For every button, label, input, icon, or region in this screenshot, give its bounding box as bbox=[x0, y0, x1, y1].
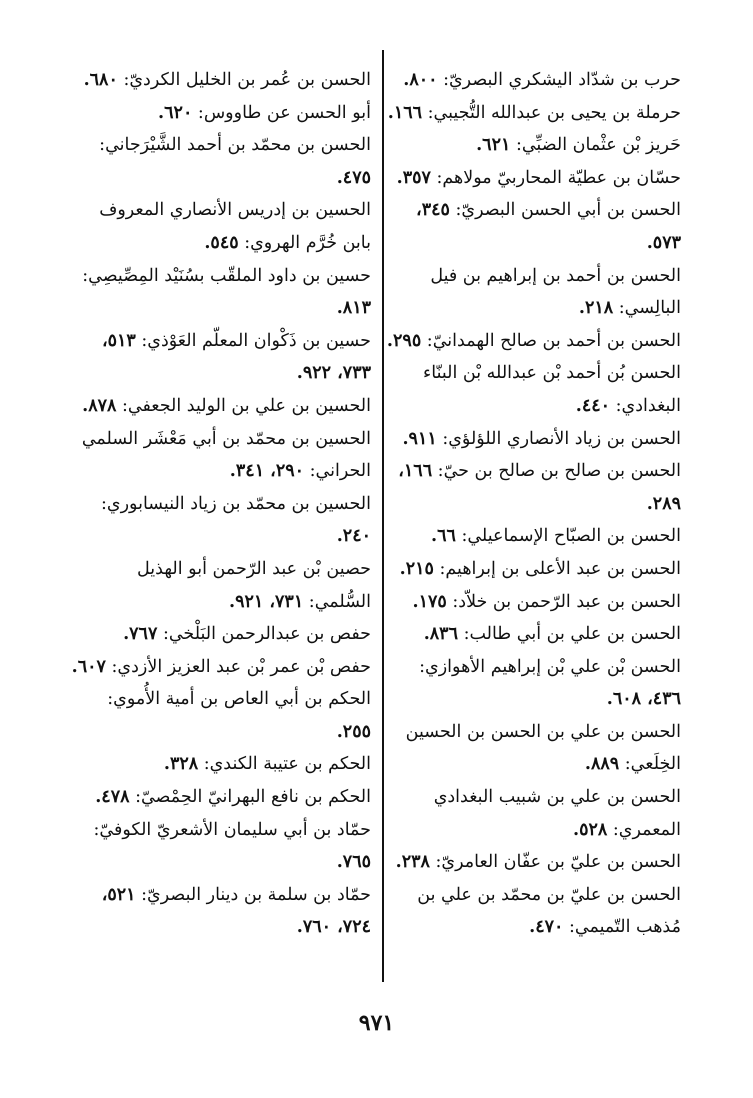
index-entry bbox=[71, 260, 371, 325]
index-entry bbox=[71, 423, 371, 488]
entry-pages: ٤٧٨. bbox=[95, 787, 130, 808]
entry-name: الحسن بن الصبّاح الإسماعيلي: bbox=[461, 526, 681, 547]
entry-pages: ١٧٥. bbox=[412, 591, 447, 612]
entry-pages: ٨٨٩. bbox=[584, 754, 620, 775]
entry-pages: ٨٧٨. bbox=[82, 395, 117, 416]
entry-name: الحسن بن عبد الأعلى بن إبراهيم: bbox=[439, 558, 681, 579]
entry-pages: ٥٤٥. bbox=[204, 232, 239, 253]
entry-pages: ٢٤٠. bbox=[336, 526, 371, 547]
index-column-left bbox=[71, 64, 371, 944]
entry-pages: ٨٣٦. bbox=[423, 624, 458, 645]
index-entry bbox=[71, 97, 371, 130]
index-entry bbox=[386, 879, 681, 944]
entry-name: الحسن بن علي بن الحسن بن الحسين الخِلَعي: bbox=[405, 721, 681, 775]
entry-name: الحكم بن نافع البهرانيّ الحِمْصيّ: bbox=[135, 787, 371, 808]
entry-pages: ٦٢٠. bbox=[158, 102, 193, 123]
entry-pages: ٢٩٠، ٣٤١. bbox=[229, 461, 305, 482]
index-entry bbox=[386, 423, 681, 456]
entry-name: حَريز بْن عثْمان الضبِّي: bbox=[515, 135, 681, 156]
index-entry bbox=[386, 194, 681, 259]
index-entry bbox=[386, 716, 681, 781]
entry-pages: ٧٣١، ٩٢١. bbox=[228, 591, 304, 612]
entry-name: الحسن بن علي بن أبي طالب: bbox=[463, 624, 681, 645]
index-entry bbox=[71, 618, 371, 651]
index-entry bbox=[71, 781, 371, 814]
index-entry bbox=[71, 651, 371, 684]
entry-name: الحسن بُن أحمد بْن عبدالله بْن البنّاء البغدادي: bbox=[423, 363, 681, 416]
index-entry bbox=[386, 618, 681, 651]
index-entry bbox=[71, 814, 371, 879]
index-entry bbox=[71, 879, 371, 944]
entry-name: حسّان بن عطيّة المحاربيّ مولاهم: bbox=[436, 167, 681, 188]
entry-name: حسين بن ذَكْوان المعلّم العَوْذي: bbox=[141, 330, 371, 351]
entry-name: الحسن بن علي بن شبيب البغدادي المعمري: bbox=[433, 787, 681, 840]
entry-name: الحسن بن زياد الأنصاري اللؤلؤي: bbox=[442, 428, 681, 449]
index-entry bbox=[386, 651, 681, 716]
index-entry bbox=[386, 586, 681, 619]
entry-name: الحسن بن عليّ بن محمّد بن علي بن مُذهب التّميمي: bbox=[417, 884, 681, 938]
entry-pages: ٣٥٧. bbox=[396, 167, 431, 188]
entry-name: الحسن بْن علي بْن إبراهيم الأهوازي: bbox=[419, 656, 681, 677]
index-entry bbox=[386, 260, 681, 325]
index-entry bbox=[386, 781, 681, 846]
entry-pages: ١٦٦، ٢٨٩. bbox=[398, 461, 681, 514]
entry-pages: ٤٣٦، ٦٠٨. bbox=[606, 689, 681, 710]
index-column-right bbox=[386, 64, 681, 944]
entry-pages: ٥١٣، ٧٣٣، ٩٢٢. bbox=[101, 330, 371, 384]
index-entry bbox=[71, 553, 371, 618]
entry-pages: ٧٦٧. bbox=[123, 624, 158, 645]
index-entry bbox=[386, 129, 681, 162]
entry-pages: ٢١٥. bbox=[399, 558, 434, 579]
entry-name: الحسين بن علي بن الوليد الجعفي: bbox=[121, 395, 371, 416]
entry-pages: ٦٠٧. bbox=[71, 656, 106, 677]
entry-pages: ٨٠٠. bbox=[403, 70, 438, 90]
index-entry bbox=[386, 162, 681, 195]
index-entry bbox=[386, 455, 681, 520]
entry-name: حصين بْن عبد الرّحمن أبو الهذيل السُّلمي: bbox=[137, 558, 371, 612]
entry-pages: ٤٧٠. bbox=[529, 917, 564, 938]
entry-pages: ٥٢١، ٧٢٤، ٧٦٠. bbox=[101, 884, 371, 938]
entry-pages: ٦٢١. bbox=[476, 135, 511, 156]
entry-name: الحسين بن محمّد بن أبي مَعْشَر السلمي الحراني: bbox=[81, 428, 371, 482]
entry-name: حفص بْن عمر بْن عبد العزيز الأزدي: bbox=[111, 656, 371, 677]
entry-name: الحسين بن إدريس الأنصاري المعروف بابن خُرَّم الهروي: bbox=[99, 200, 371, 253]
entry-name: الحسن بن عليّ بن عفّان العامريّ: bbox=[435, 852, 681, 873]
entry-pages: ٣٢٨. bbox=[163, 754, 199, 775]
index-entry bbox=[71, 129, 371, 194]
entry-pages: ٤٤٠. bbox=[575, 395, 611, 416]
index-entry bbox=[71, 64, 371, 97]
entry-pages: ٦٦. bbox=[430, 526, 456, 547]
entry-pages: ٩١١. bbox=[402, 428, 437, 449]
entry-name: حرملة بن يحيى بن عبدالله التُّجيبي: bbox=[427, 102, 681, 123]
entry-name: حرب بن شدّاد اليشكري البصريّ: bbox=[443, 70, 681, 90]
entry-name: الحسن بن أحمد بن إبراهيم بن فيل البالِسي: bbox=[430, 265, 681, 319]
index-entry bbox=[71, 194, 371, 259]
index-entry bbox=[386, 553, 681, 586]
entry-pages: ٧٦٥. bbox=[336, 852, 371, 873]
entry-name: حفص بن عبدالرحمن البَلْخي: bbox=[162, 624, 371, 645]
column-divider bbox=[382, 50, 384, 982]
entry-pages: ٢٩٥. bbox=[386, 330, 422, 351]
entry-name: الحسن بن أبي الحسن البصريّ: bbox=[455, 200, 681, 221]
index-entry bbox=[71, 325, 371, 390]
entry-name: الحسن بن صالح بن صالح بن حيّ: bbox=[437, 461, 681, 482]
index-entry bbox=[71, 683, 371, 748]
entry-name: الحسن بن محمّد بن أحمد الشَّيْرَجاني: bbox=[99, 135, 371, 156]
index-entry bbox=[386, 325, 681, 358]
entry-pages: ٣٤٥، ٥٧٣. bbox=[416, 200, 681, 253]
entry-name: أبو الحسن عن طاووس: bbox=[197, 102, 371, 123]
index-entry bbox=[71, 748, 371, 781]
entry-name: الحكم بن أبي العاص بن أمية الأُموي: bbox=[107, 689, 371, 710]
entry-name: حمّاد بن أبي سليمان الأشعريّ الكوفيّ: bbox=[93, 819, 371, 840]
entry-pages: ٢٥٥. bbox=[336, 721, 371, 742]
page-number: ٩٧١ bbox=[358, 1010, 395, 1036]
entry-name: حسين بن داود الملقّب بسُنَيْد المِصِّيصِي: bbox=[82, 265, 371, 286]
entry-pages: ٢٣٨. bbox=[395, 852, 430, 873]
entry-pages: ٤٧٥. bbox=[336, 167, 371, 188]
entry-pages: ١٦٦. bbox=[387, 102, 423, 123]
index-entry bbox=[71, 488, 371, 553]
entry-pages: ٥٢٨. bbox=[573, 819, 608, 840]
entry-pages: ٨١٣. bbox=[336, 298, 371, 319]
entry-name: حمّاد بن سلمة بن دينار البصريّ: bbox=[141, 884, 371, 905]
entry-name: الحسن بن عُمر بن الخليل الكرديّ: bbox=[123, 70, 371, 90]
entry-name: الحسن بن عبد الرّحمن بن خلاّد: bbox=[452, 591, 681, 612]
entry-pages: ٦٨٠. bbox=[83, 70, 118, 90]
index-entry bbox=[386, 520, 681, 553]
entry-name: الحسين بن محمّد بن زياد النيسابوري: bbox=[101, 493, 371, 514]
entry-pages: ٢١٨. bbox=[578, 298, 614, 319]
index-entry bbox=[386, 97, 681, 130]
entry-name: الحسن بن أحمد بن صالح الهمدانيّ: bbox=[426, 330, 681, 351]
entry-name: الحكم بن عتيبة الكندي: bbox=[203, 754, 371, 775]
index-entry bbox=[386, 64, 681, 97]
index-entry bbox=[386, 846, 681, 879]
index-entry bbox=[71, 390, 371, 423]
index-entry bbox=[386, 357, 681, 422]
